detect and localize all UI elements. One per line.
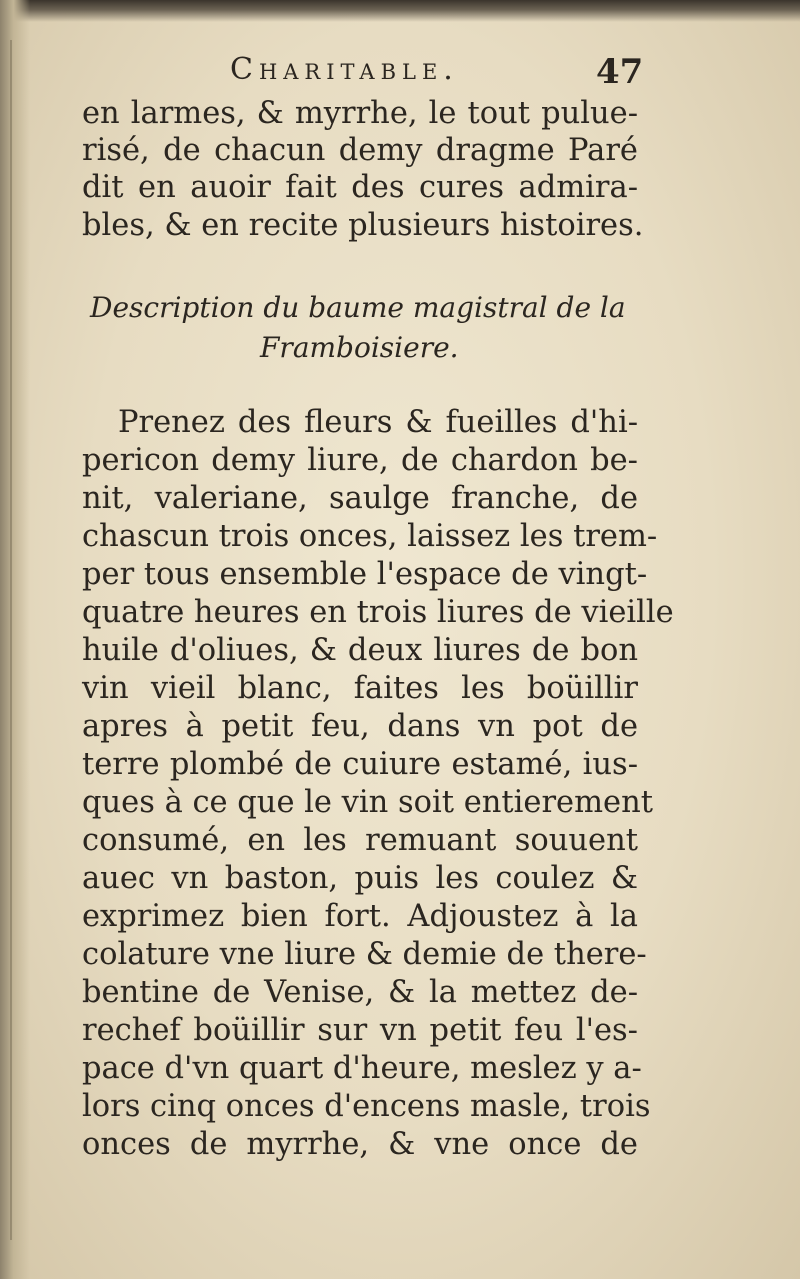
page-number: 47 xyxy=(596,52,644,92)
paragraph-line: auec vn baston, puis les coulez & xyxy=(82,861,638,896)
paragraph-line: pace d'vn quart d'heure, meslez y a- xyxy=(82,1051,642,1086)
paragraph-line: consumé, en les remuant souuent xyxy=(82,823,638,858)
paragraph-line: onces de myrrhe, & vne once de xyxy=(82,1127,638,1162)
gutter-crease xyxy=(10,40,12,1240)
paragraph-line: ques à ce que le vin soit entierement xyxy=(82,785,653,820)
paragraph-line: Prenez des fleurs & fueilles d'hi- xyxy=(118,405,638,440)
paragraph-line: vin vieil blanc, faites les boüillir xyxy=(82,671,638,706)
paragraph-line: pericon demy liure, de chardon be- xyxy=(82,443,638,478)
paragraph-line: lors cinq onces d'encens masle, trois xyxy=(82,1089,651,1124)
paragraph-line: per tous ensemble l'espace de vingt- xyxy=(82,557,648,592)
text-line: dit en auoir fait des cures admira- xyxy=(82,170,638,205)
text-line: risé, de chacun demy dragme Paré xyxy=(82,133,638,168)
section-title-line-2: Framboisiere. xyxy=(260,331,459,364)
page-top-shadow xyxy=(0,0,800,22)
section-title-line-1: Description du baume magistral de la xyxy=(90,291,626,324)
book-spine-gutter xyxy=(0,0,30,1279)
paragraph-line: nit, valeriane, saulge franche, de xyxy=(82,481,638,516)
text-line: en larmes, & myrrhe, le tout pulue- xyxy=(82,96,638,131)
paragraph-line: terre plombé de cuiure estamé, ius- xyxy=(82,747,638,782)
paragraph-line: colature vne liure & demie de there- xyxy=(82,937,647,972)
paragraph-line: quatre heures en trois liures de vieille xyxy=(82,595,674,630)
paragraph-line: rechef boüillir sur vn petit feu l'es- xyxy=(82,1013,638,1048)
paragraph-line: chascun trois onces, laissez les trem- xyxy=(82,519,658,554)
paragraph-line: bentine de Venise, & la mettez de- xyxy=(82,975,638,1010)
paragraph-line: apres à petit feu, dans vn pot de xyxy=(82,709,638,744)
text-line: bles, & en recite plusieurs histoires. xyxy=(82,208,644,243)
running-head: Charitable. xyxy=(230,52,459,87)
paragraph-line: exprimez bien fort. Adjoustez à la xyxy=(82,899,638,934)
paragraph-line: huile d'oliues, & deux liures de bon xyxy=(82,633,638,668)
